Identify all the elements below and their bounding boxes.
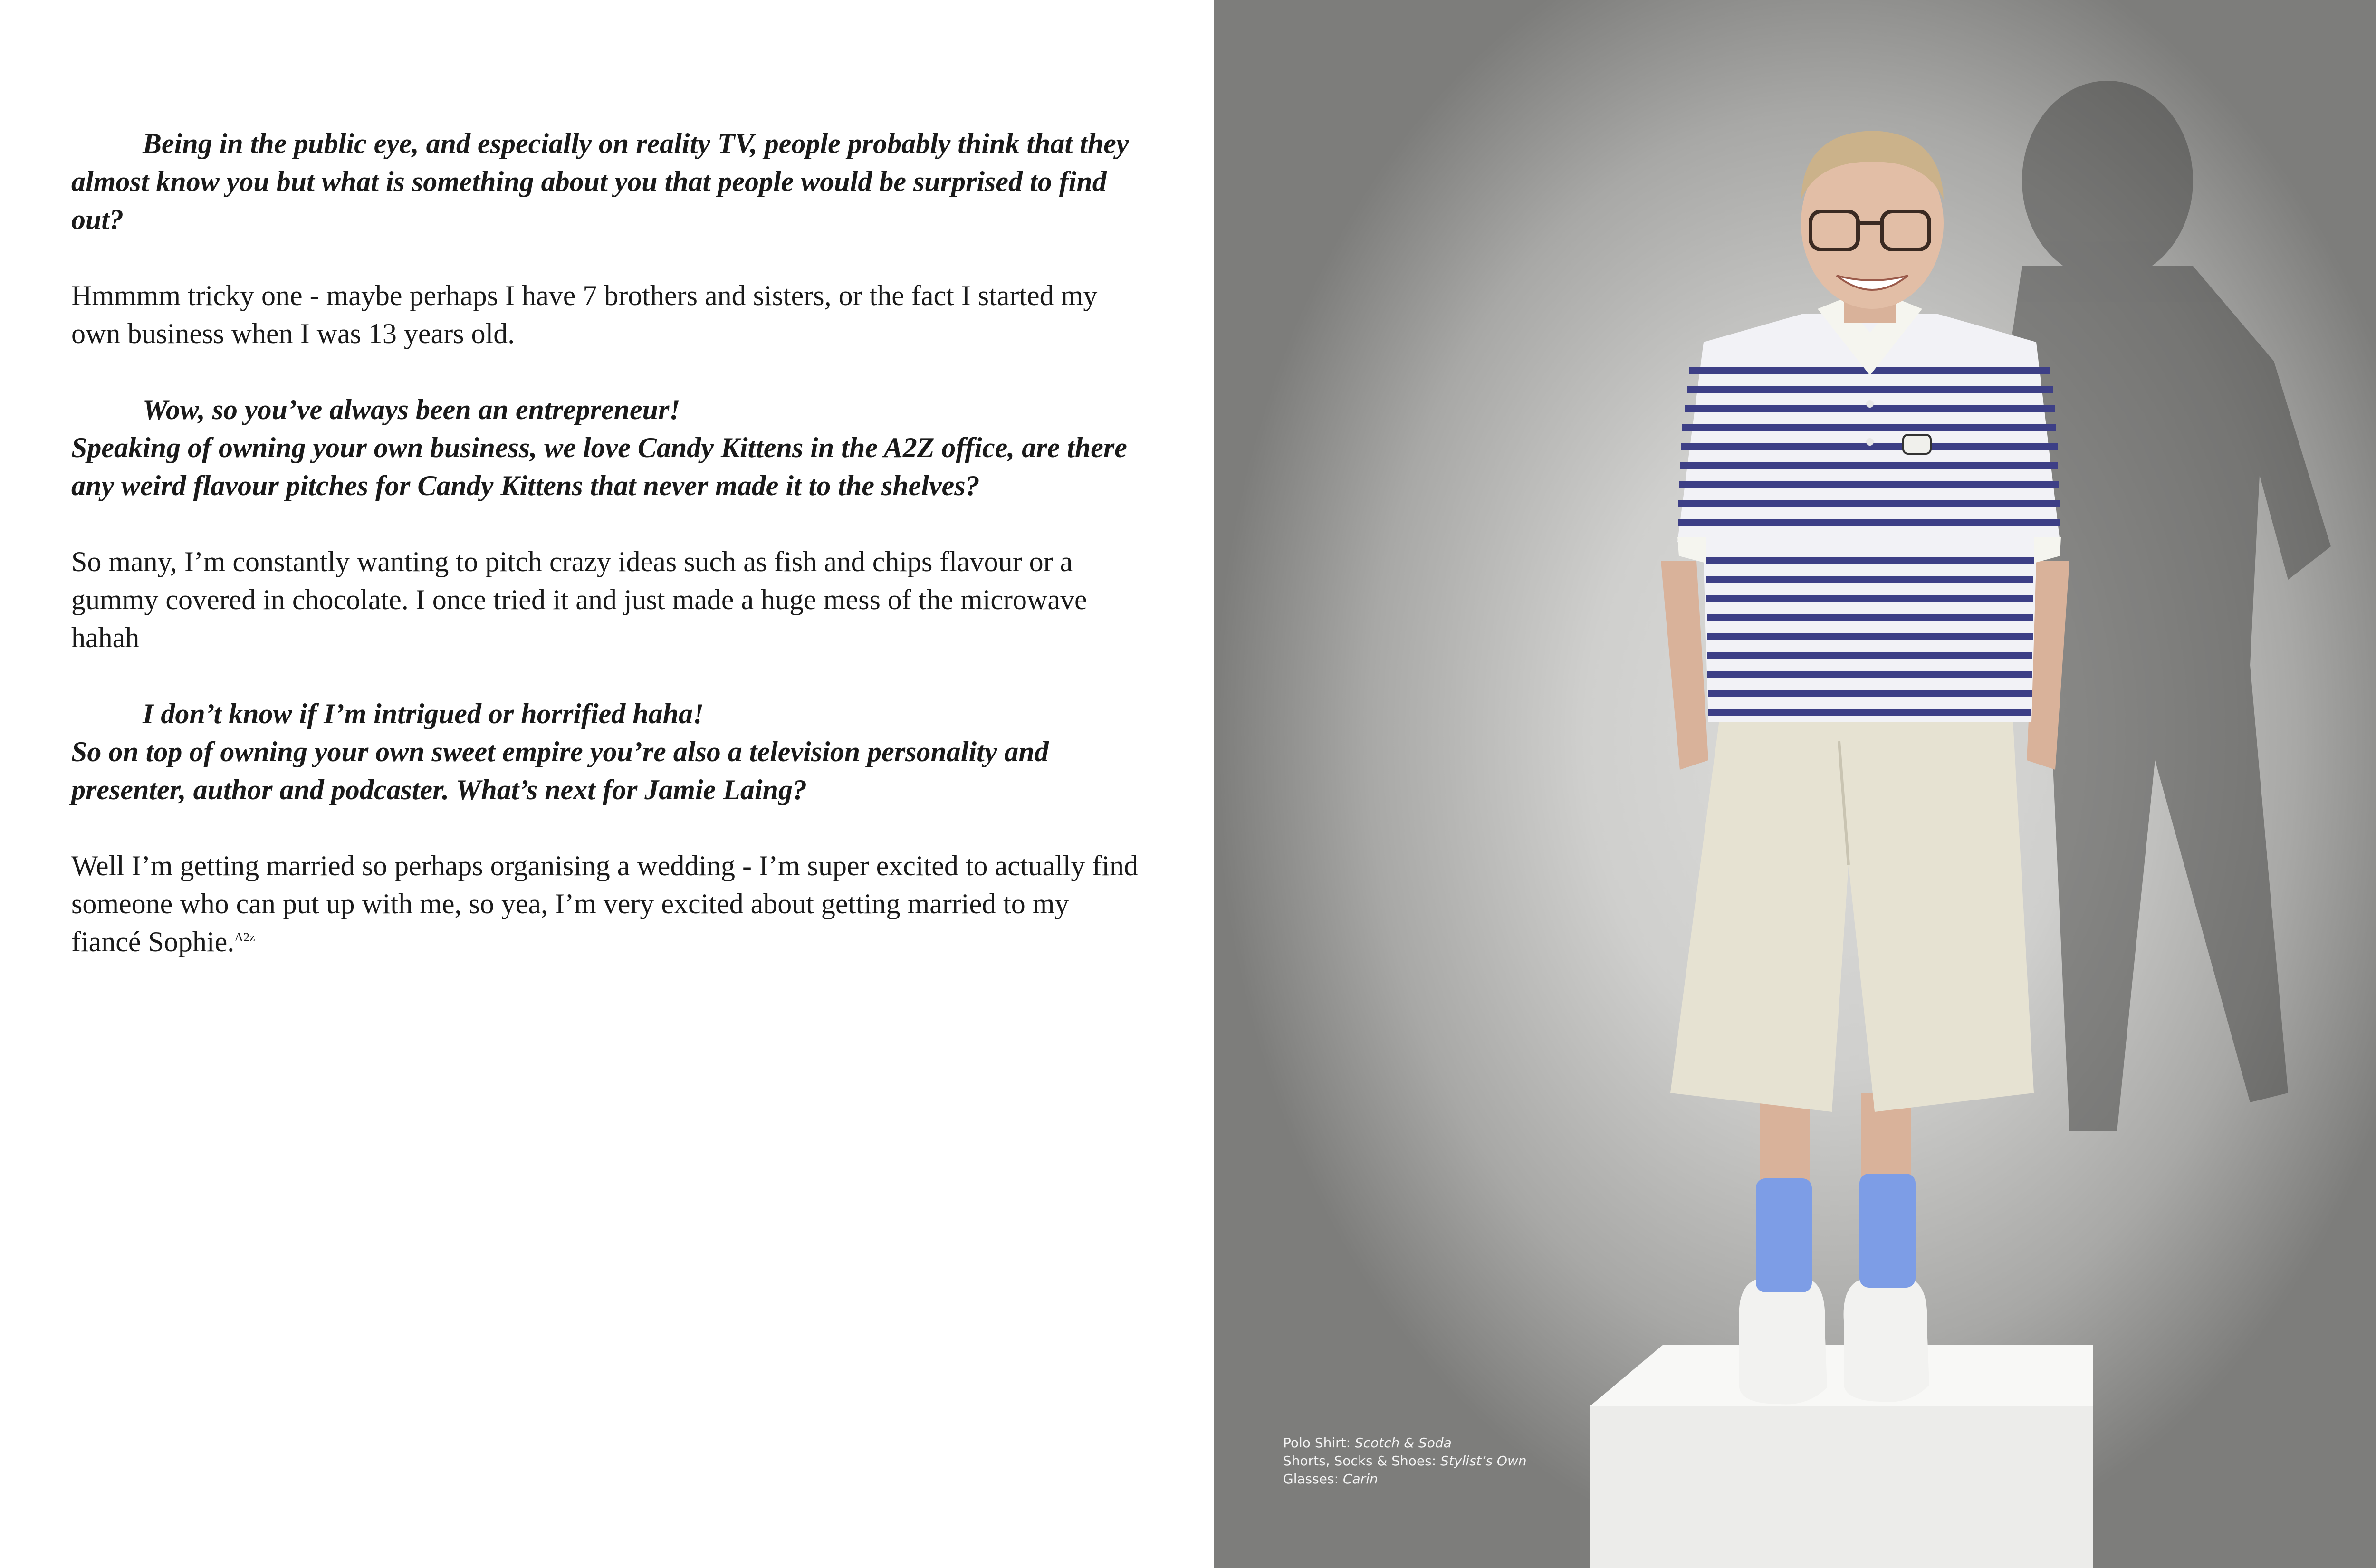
question-1: Being in the public eye, and especially on reality TV, people probably think that they almost know you but what is something about you that people would be surprised to find out? [71,128,1129,235]
plinth [1590,1345,2093,1568]
fashion-credits [1283,1434,1527,1488]
credit-line-glasses: Glasses: Carin [1283,1471,1378,1487]
a2z-signoff: A2z [234,930,255,944]
photo-page [1214,0,2376,1568]
answer-2: So many, I’m constantly wanting to pitch crazy ideas such as fish and chips flavour or a gummy covered in chocolate. I once tried it and just made a huge mess of the microwave hahah [71,546,1087,653]
portrait-photo [1214,0,2376,1568]
interview-text [71,124,1140,961]
shorts [1670,713,2034,1112]
answer-3: Well I’m getting married so perhaps organising a wedding - I’m super excited to actually find someone who can put up with me, so yea, I’m very excited about getting married to my fiancé Sophie.$^{A2z}$ [71,850,1139,957]
credit-line-shorts: Shorts, Socks & Shoes: Stylist’s Own [1283,1453,1527,1469]
credit-line-polo: Polo Shirt: Scotch & Soda [1283,1435,1452,1451]
question-2: Wow, so you’ve always been an entrepreneur! Speaking of owning your own business, we love Candy Kittens in the A2Z office, are there any weird flavour pitches for Candy Kittens that never made it to the shelves? [71,394,1127,501]
polo-shirt [1677,299,2061,722]
legs [1756,1093,1916,1292]
question-3: I don’t know if I’m intrigued or horrified haha! So on top of owning your own sweet empire you’re also a television personality and presenter, author and podcaster. What’s next for Jamie Laing? [71,698,1049,805]
head [1801,131,1944,323]
answer-1: Hmmmm tricky one - maybe perhaps I have 7 brothers and sisters, or the fact I started my own business when I was 13 years old. [71,280,1098,349]
